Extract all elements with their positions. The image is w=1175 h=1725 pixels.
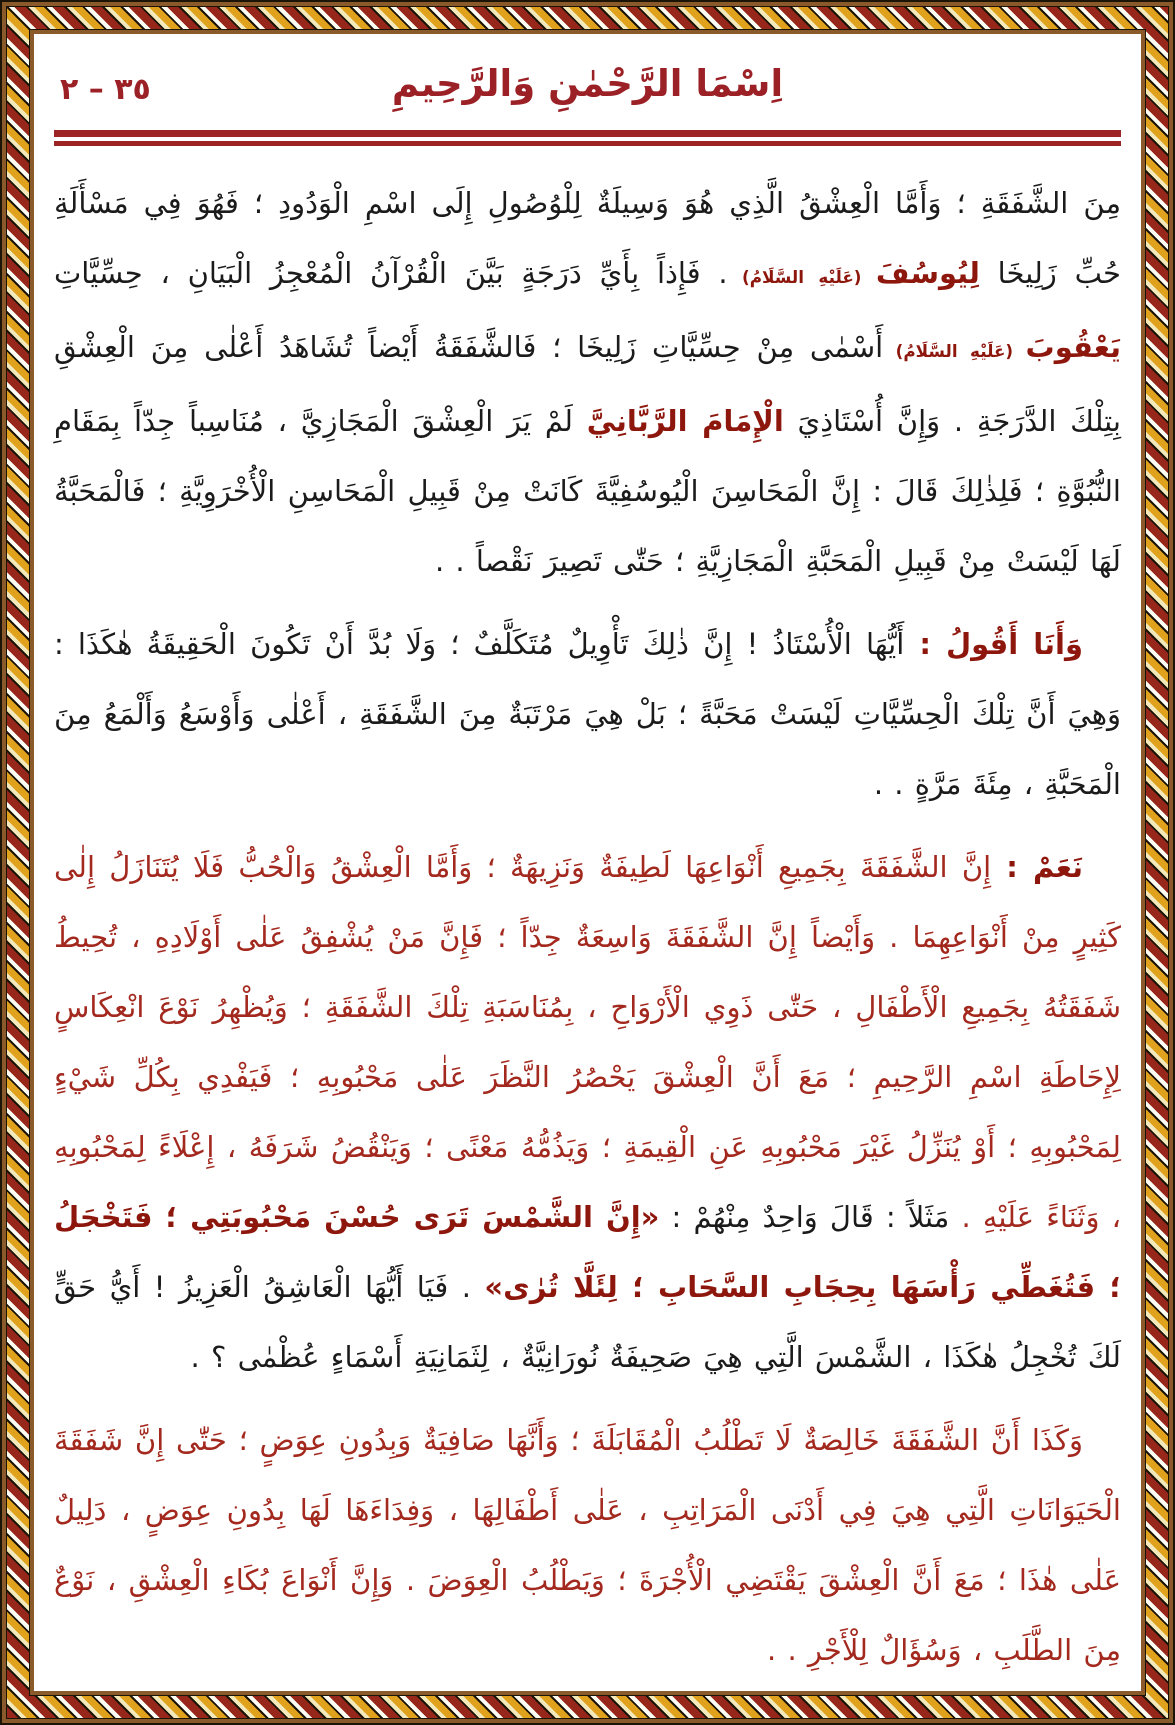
text-segment-black: مَثَلاً : قَالَ وَاحِدٌ مِنْهُمْ : [659, 1200, 950, 1234]
text-segment-red-bold: الْإِمَامَ الرَّبَّانِيَّ [586, 404, 784, 438]
page-title: اِسْمَا الرَّحْمٰنِ وَالرَّحِيمِ [391, 62, 784, 105]
text-segment-honorific: (عَلَيْهِ السَّلَامُ) [883, 341, 1026, 361]
text-segment-black: لَمْ يَرَ الْعِشْقَ الْمَجَازِيَّ ، مُنَاسِباً جِدّاً بِمَقَامِ النُّبُوَّةِ ؛ فَلِذٰلِكَ قَالَ : إِنَّ الْمَحَاسِنَ الْيُوسُفِيَّةَ كَانَتْ مِنْ قَبِيلِ الْمَحَاسِنِ الْأُخْرَوِيَّةِ ؛ فَالْمَحَبَّةُ لَهَا لَيْسَتْ مِنْ قَبِيلِ الْمَحَبَّةِ الْمَجَازِيَّةِ ؛ حَتّٰى تَصِيرَ نَقْصاً . . [54, 404, 1121, 578]
text-segment-black: . فَإِذاً بِأَيِّ دَرَجَةٍ بَيَّنَ الْقُرْآنُ الْمُعْجِزُ الْبَيَانِ ، حِسِّيَّاتِ [54, 256, 728, 290]
page-header [54, 48, 1121, 120]
page-content [34, 34, 1141, 1691]
paragraph [54, 609, 1121, 819]
frame-line-outer [2, 2, 1173, 1723]
text-segment-black: أَيُّهَا الْأُسْتَاذُ ! إِنَّ ذٰلِكَ تَأْوِيلٌ مُتَكَلَّفٌ ؛ وَلَا بُدَّ أَنْ تَكُونَ الْحَقِيقَةُ هٰكَذَا : وَهِيَ أَنَّ تِلْكَ الْحِسِّيَّاتِ لَيْسَتْ مَحَبَّةً ؛ بَلْ هِيَ مَرْتَبَةٌ مِنَ الشَّفَقَةِ ، أَعْلٰى وَأَوْسَعُ وَأَلْمَعُ مِنَ الْمَحَبَّةِ ، مِئَةَ مَرَّةٍ . . [54, 627, 1121, 801]
frame-line-black-inner [29, 29, 1146, 1696]
text-segment-black: مِنَ الشَّفَقَةِ ؛ وَأَمَّا الْعِشْقُ الَّذِي هُوَ وَسِيلَةٌ لِلْوُصُولِ إِلَى اسْمِ الْوَدُودِ ؛ فَهُوَ فِي مَسْأَلَةِ حُبِّ زَلِيخَا [54, 186, 1121, 290]
paragraph [54, 168, 1121, 596]
text-segment-honorific: (عَلَيْهِ السَّلَامُ) [727, 267, 876, 287]
text-segment-red-bold: «إِنَّ الشَّمْسَ تَرَى حُسْنَ مَحْبُوبَتِي ؛ فَتَخْجَلُ ؛ فَتُغَطِّي رَأْسَهَا بِحِجَابِ السَّحَابِ ؛ لِئَلَّا تُرٰى» [54, 1200, 1121, 1304]
text-segment-red: وَكَذَا أَنَّ الشَّفَقَةَ خَالِصَةٌ لَا تَطْلُبُ الْمُقَابَلَةَ ؛ وَأَنَّهَا صَافِيَةٌ وَبِدُونِ عِوَضٍ ؛ حَتّٰى إِنَّ شَفَقَةَ الْحَيَوَانَاتِ الَّتِي هِيَ فِي أَدْنَى الْمَرَاتِبِ ، عَلٰى أَطْفَالِهَا ، وَفِدَاءَهَا لَهَا بِدُونِ عِوَضٍ ، دَلِيلٌ عَلٰى هٰذَا ؛ مَعَ أَنَّ الْعِشْقَ يَقْتَضِي الْأُجْرَةَ ؛ وَيَطْلُبُ الْعِوَضَ . وَإِنَّ أَنْوَاعَ بُكَاءِ الْعِشْقِ ، نَوْعٌ مِنَ الطَّلَبِ ، وَسُؤَالٌ لِلْأَجْرِ . . [54, 1423, 1121, 1667]
paragraph [54, 1405, 1121, 1685]
ornamental-border [7, 7, 1168, 1718]
text-segment-black: . فَيَا أَيُّهَا الْعَاشِقُ الْعَزِيزُ ! أَيُّ حَقٍّ لَكَ تُخْجِلُ هٰكَذَا ، الشَّمْسَ الَّتِي هِيَ صَحِيفَةٌ نُورَانِيَّةٌ ، لِثَمَانِيَةِ أَسْمَاءٍ عُظْمٰى ؟ . [54, 1270, 1121, 1374]
header-double-rule [54, 130, 1121, 146]
text-segment-red: إِنَّ الشَّفَقَةَ بِجَمِيعِ أَنْوَاعِهَا لَطِيفَةٌ وَنَزِيهَةٌ ؛ وَأَمَّا الْعِشْقُ وَالْحُبُّ فَلَا يُتَنَازَلُ إِلٰى كَثِيرٍ مِنْ أَنْوَاعِهِمَا . وَأَيْضاً إِنَّ الشَّفَقَةَ وَاسِعَةٌ جِدّاً ؛ فَإِنَّ مَنْ يُشْفِقُ عَلٰى أَوْلَادِهِ ، تُحِيطُ شَفَقَتُهُ بِجَمِيعِ الْأَطْفَالِ ، حَتّٰى ذَوِي الْأَرْوَاحِ ، بِمُنَاسَبَةِ تِلْكَ الشَّفَقَةِ ؛ وَيُظْهِرُ نَوْعَ انْعِكَاسٍ لِإِحَاطَةِ اسْمِ الرَّحِيمِ ؛ مَعَ أَنَّ الْعِشْقَ يَحْصُرُ النَّظَرَ عَلٰى مَحْبُوبِهِ ؛ فَيَفْدِي بِكُلِّ شَيْءٍ لِمَحْبُوبِهِ ؛ أَوْ يُنَزِّلُ غَيْرَ مَحْبُوبِهِ عَنِ الْقِيمَةِ ؛ وَيَذُمُّهُ مَعْنًى ؛ وَيَنْقُضُ شَرَفَهُ ، إِعْلَاءً لِمَحْبُوبِهِ ، وَثَنَاءً عَلَيْهِ . [54, 850, 1121, 1234]
text-segment-red-bold: لِيُوسُفَ [875, 256, 980, 290]
text-segment-red-bold: نَعَمْ : [991, 850, 1083, 884]
text-segment-red-bold: يَعْقُوبَ [1025, 330, 1122, 364]
frame-line-inner [30, 30, 1145, 1695]
text-segment-black: أَسْمٰى مِنْ حِسِّيَّاتِ زَلِيخَا ؛ فَالشَّفَقَةُ أَيْضاً تُشَاهَدُ أَعْلٰى مِنَ الْعِشْقِ بِتِلْكَ الدَّرَجَةِ . وَإِنَّ أُسْتَاذِيَ [54, 330, 1121, 438]
text-segment-red-bold: وَأَنَا أَقُولُ : [904, 627, 1084, 661]
frame-line-black [6, 6, 1169, 1719]
body-text [54, 168, 1121, 1685]
page-number: ٣٥ – ٢ [60, 72, 151, 107]
paragraph [54, 832, 1121, 1392]
